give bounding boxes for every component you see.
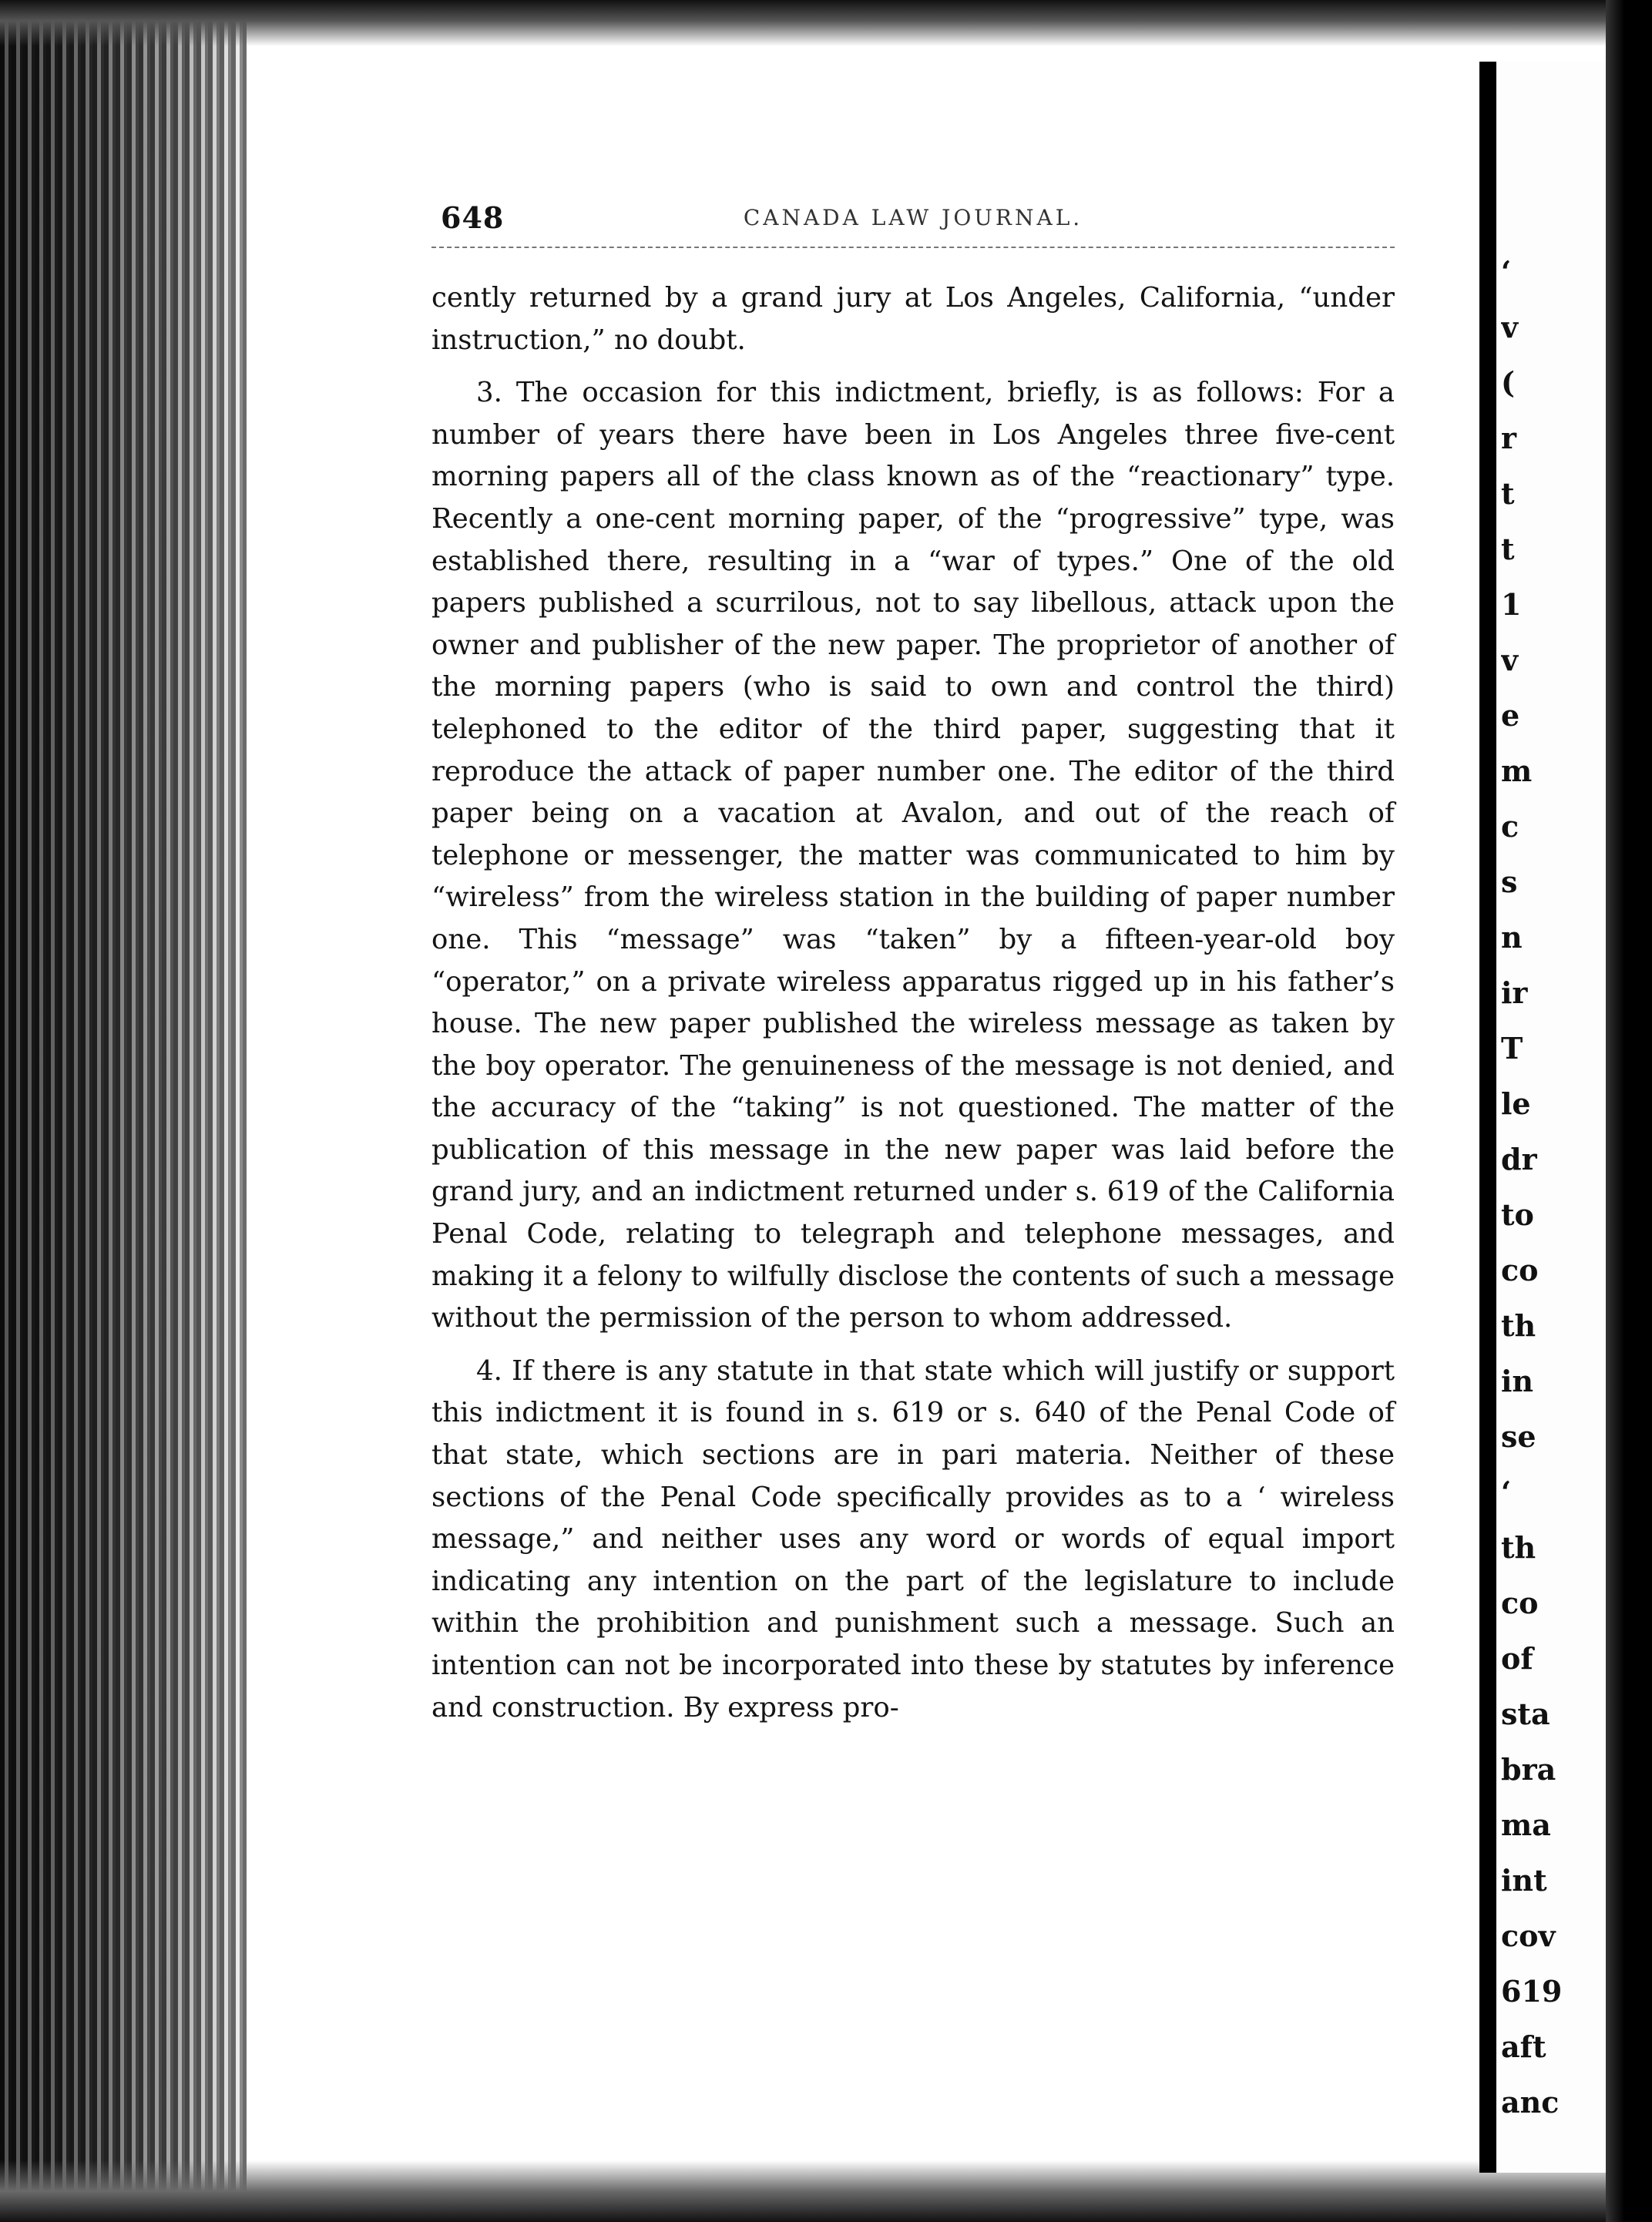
- facing-page-fragment: in: [1501, 1364, 1534, 1398]
- scan-left-edge: [0, 0, 247, 2222]
- facing-page-edge: [1479, 62, 1606, 2173]
- paragraph-3: 3. The occasion for this indictment, briefly, is as follows: For a number of years there have been in Los Angeles three five-cent morning papers all of the class known as of the “reactionary” type. Recently a one-cent morning paper, of the “progressive” type, was established there, resulting in a “war of types.” One of the old papers published a scurrilous, not to say libellous, attack upon the owner and publisher of the new paper. The proprietor of another of the morning papers (who is said to own and control the third) telephoned to the editor of the third paper, suggesting that it reproduce the attack of paper number one. The editor of the third paper being on a vacation at Avalon, and out of the reach of telephone or messenger, the matter was communicated to him by “wireless” from the wireless station in the building of paper number one. This “message” was “taken” by a fifteen-year-old boy “operator,” on a private wireless apparatus rigged up in his father’s house. The new paper published the wireless message as taken by the boy operator. The genuineness of the message is not denied, and the accuracy of the “taking” is not questioned. The matter of the publication of this message in the new paper was laid before the grand jury, and an indictment returned under s. 619 of the California Penal Code, relating to telegraph and telephone messages, and making it a felony to wilfully disclose the contents of such a message without the permission of the person to whom addressed.: [431, 377, 1395, 1334]
- facing-page-fragment: t: [1501, 532, 1515, 566]
- facing-page-fragment: ‘: [1501, 1475, 1512, 1509]
- facing-page-fragment: se: [1501, 1419, 1536, 1454]
- facing-page-fragment: co: [1501, 1253, 1539, 1287]
- page-header: [431, 200, 1395, 248]
- facing-page-fragment: 1: [1501, 587, 1522, 622]
- facing-page-fragment: co: [1501, 1586, 1539, 1620]
- scan-bottom-edge: [0, 2160, 1652, 2222]
- facing-page-fragment: of: [1501, 1641, 1533, 1676]
- facing-page-fragment: e: [1501, 698, 1520, 733]
- facing-page-fragment: sta: [1501, 1697, 1550, 1731]
- facing-page-fragment: c: [1501, 809, 1519, 844]
- facing-page-fragment: m: [1501, 754, 1533, 788]
- paragraph-continuation: cently returned by a grand jury at Los Angeles, California, “under instruction,” no doubt.: [431, 282, 1395, 356]
- facing-page-fragment: aft: [1501, 2029, 1546, 2064]
- facing-page-fragment: ir: [1501, 975, 1528, 1010]
- facing-page-fragment: n: [1501, 920, 1523, 955]
- facing-page-fragment: bra: [1501, 1752, 1556, 1787]
- running-title: CANADA LAW JOURNAL.: [743, 205, 1083, 230]
- facing-page-fragment: ‘: [1501, 254, 1512, 289]
- facing-page-fragment: T: [1501, 1031, 1523, 1066]
- scan-top-edge: [0, 0, 1652, 46]
- facing-page-fragment: int: [1501, 1863, 1547, 1898]
- facing-page-fragment: cov: [1501, 1918, 1556, 1953]
- facing-page-fragment: (: [1501, 365, 1515, 400]
- page-number: 648: [441, 200, 505, 235]
- facing-page-fragment: v: [1501, 310, 1519, 344]
- scan-right-edge: [1606, 0, 1652, 2222]
- facing-page-fragment: r: [1501, 421, 1517, 455]
- facing-page-fragment: to: [1501, 1197, 1534, 1232]
- paragraph-4: 4. If there is any statute in that state which will justify or support this indictment it is found in s. 619 or s. 640 of the Penal Code of that state, which sections are in pari materia. Neither of these sections of the Penal Code specifically provides as to a ‘ wireless message,” and neither uses any word or words of equal import indicating any intention on the part of the legislature to include within the prohibition and punishment such a message. Such an intention can not be incorporated into these by statutes by inference and construction. By express pro-: [431, 1354, 1395, 1724]
- facing-page-fragment: v: [1501, 643, 1519, 677]
- facing-page-fragment: s: [1501, 864, 1518, 899]
- body-text: [431, 277, 1395, 1729]
- journal-page: [431, 200, 1395, 1740]
- facing-page-fragment: anc: [1501, 2085, 1560, 2120]
- facing-page-fragment: dr: [1501, 1142, 1537, 1176]
- facing-page-fragment: ma: [1501, 1807, 1551, 1842]
- facing-page-fragment: th: [1501, 1530, 1536, 1565]
- facing-page-fragment: le: [1501, 1086, 1531, 1121]
- facing-page-fragment: t: [1501, 476, 1515, 511]
- facing-page-fragment: 619: [1501, 1974, 1563, 2009]
- facing-page-fragment: th: [1501, 1308, 1536, 1343]
